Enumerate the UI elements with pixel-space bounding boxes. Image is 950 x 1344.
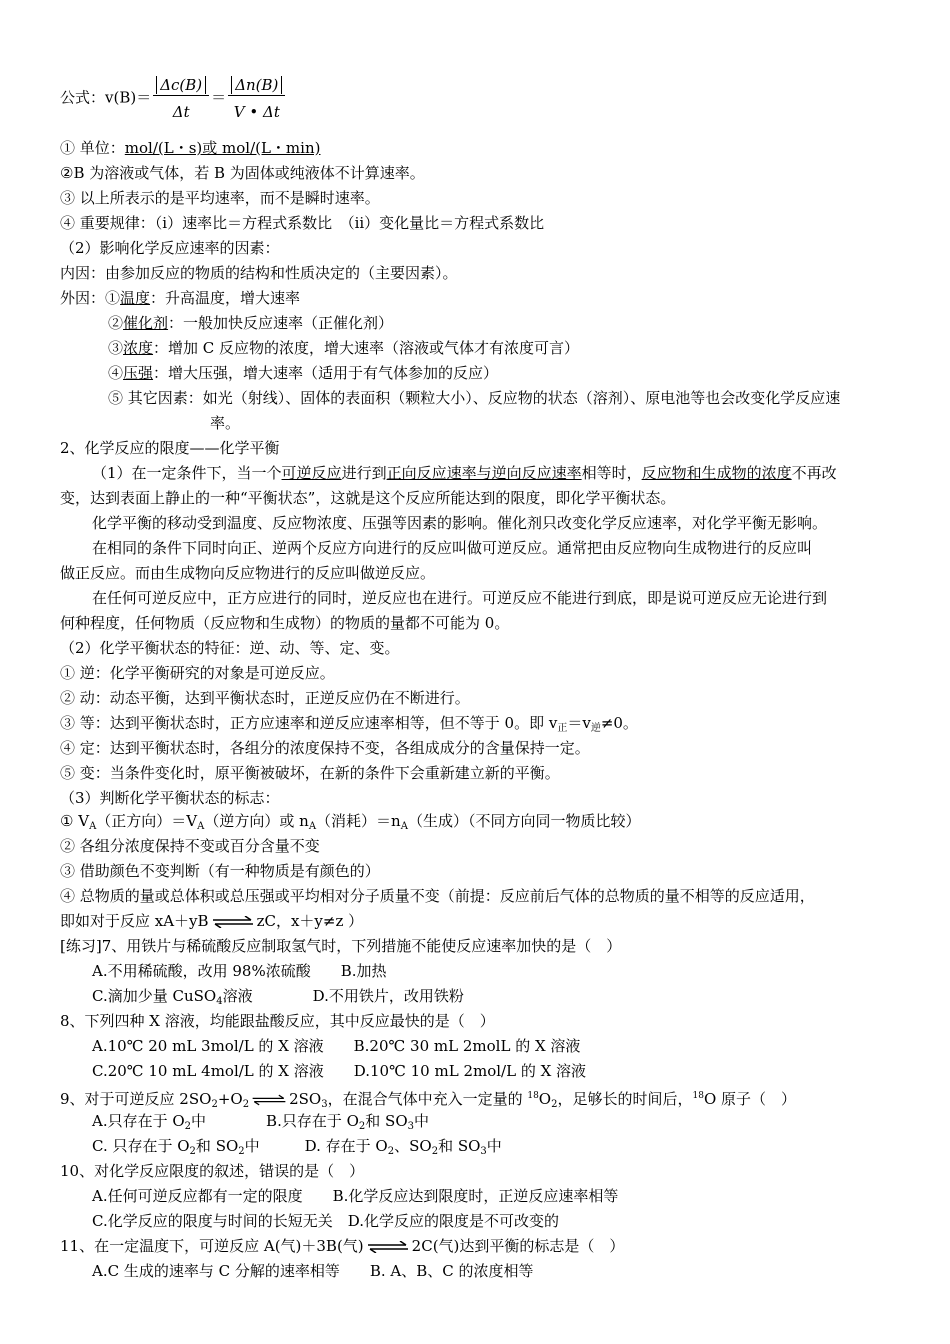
text: ① V xyxy=(60,812,90,830)
frac1-denominator: Δt xyxy=(172,103,190,121)
question-7-options-cd xyxy=(92,986,464,1012)
text: O xyxy=(538,1090,552,1108)
question-10: 10、对化学反应限度的叙述，错误的是（ ） xyxy=(60,1162,365,1180)
text: C.滴加少量 CuSO xyxy=(92,987,217,1005)
frac2-numerator: Δn(B) xyxy=(231,76,282,94)
text: （正方向）＝V xyxy=(96,812,198,830)
subscript: A xyxy=(197,821,205,832)
text: ：增大压强，增大速率（适用于有气体参加的反应） xyxy=(153,364,499,382)
text: 相等时， xyxy=(581,464,642,482)
subscript: 4 xyxy=(216,996,223,1007)
feature-equal xyxy=(60,713,638,739)
text: ，足够长的时间后， xyxy=(557,1090,693,1108)
question-10-options-cd: C.化学反应的限度与时间的长短无关 D.化学反应的限度是不可改变的 xyxy=(92,1212,559,1230)
heading-factors: （2）影响化学反应速率的因素： xyxy=(60,239,280,257)
underlined-term: 压强 xyxy=(123,364,154,382)
feature-reverse: ① 逆：化学平衡研究的对象是可逆反应。 xyxy=(60,664,335,682)
line-note-2: ②B 为溶液或气体，若 B 为固体或纯液体不计算速率。 xyxy=(60,164,425,182)
question-8: 8、下列四种 X 溶液，均能跟盐酸反应，其中反应最快的是（ ） xyxy=(60,1012,495,1030)
underlined-term: 正向反应速率与逆向反应速率 xyxy=(386,464,582,482)
para-reversible-def: 在相同的条件下同时向正、逆两个反应方向进行的反应叫做可逆反应。通常把由反应物向生成物进行的反应叫 xyxy=(92,539,813,557)
para-reversible-note-cont: 何种程度，任何物质（反应物和生成物）的物质的量都不可能为 0。 xyxy=(60,614,510,632)
fraction-concentration xyxy=(153,75,209,122)
subscript: 2 xyxy=(238,1146,245,1157)
heading-signs: （3）判断化学平衡状态的标志： xyxy=(60,789,280,807)
text: O 原子（ ） xyxy=(703,1090,797,1108)
text: zC，x＋y≠z ） xyxy=(256,912,364,930)
text: ：一般加快反应速率（正催化剂） xyxy=(168,314,394,332)
line-external-temperature xyxy=(60,288,300,308)
subscript: 2 xyxy=(211,1099,218,1110)
unit-label: ① 单位： xyxy=(60,139,125,157)
question-9-options-cd xyxy=(92,1136,502,1162)
line-other-factors: ⑤ 其它因素：如光（射线）、固体的表面积（颗粒大小）、反应物的状态（溶剂）、原电池等也会改变化学反应速 xyxy=(108,389,841,407)
frac2-denominator: V • Δt xyxy=(233,103,280,121)
text: ③ 等：达到平衡状态时，正方应速率和逆反应速率相等，但不等于 0。即 v xyxy=(60,714,558,732)
line-note-3: ③ 以上所表示的是平均速率，而不是瞬时速率。 xyxy=(60,189,380,207)
text: 2C(气)达到平衡的标志是（ ） xyxy=(411,1237,625,1255)
text: （逆方向）或 n xyxy=(204,812,309,830)
feature-dynamic: ② 动：动态平衡，达到平衡状态时，正逆反应仍在不断进行。 xyxy=(60,689,470,707)
text: A.只存在于 O xyxy=(92,1112,185,1130)
text: （1）在一定条件下，当一个 xyxy=(92,464,282,482)
subscript: A xyxy=(308,821,317,832)
equilibrium-arrow-icon xyxy=(251,1094,287,1106)
sign-rate-equal xyxy=(60,811,640,837)
question-8-options-cd: C.20℃ 10 mL 4mol/L 的 X 溶液 D.10℃ 10 mL 2mol/L 的 X 溶液 xyxy=(92,1062,587,1080)
feature-fixed: ④ 定：达到平衡状态时，各组分的浓度保持不变，各组成成分的含量保持一定。 xyxy=(60,739,590,757)
text: C. 只存在于 O xyxy=(92,1137,190,1155)
subscript: 逆 xyxy=(590,723,601,734)
question-9-options-ab xyxy=(92,1111,429,1137)
text: ③ xyxy=(108,339,124,357)
sign-total-amount: ④ 总物质的量或总体积或总压强或平均相对分子质量不变（前提：反应前后气体的总物质的量不相等的反应适用， xyxy=(60,887,815,905)
para-equilibrium-def xyxy=(92,463,837,483)
line-catalyst xyxy=(108,313,393,333)
question-7: [练习]7、用铁片与稀硫酸反应制取氢气时，下列措施不能使反应速率加快的是（ ） xyxy=(60,937,622,955)
subscript: 3 xyxy=(321,1099,328,1110)
line-internal-factor: 内因：由参加反应的物质的结构和性质决定的（主要因素）。 xyxy=(60,264,458,282)
text: 中 xyxy=(486,1137,502,1155)
line-note-4: ④ 重要规律：（i）速率比＝方程式系数比 （ii）变化量比＝方程式系数比 xyxy=(60,214,545,232)
unit-value: mol/(L・s)或 mol/(L・min) xyxy=(124,139,321,157)
text: +O xyxy=(217,1090,243,1108)
formula-label: 公式：v(B)＝ xyxy=(60,88,152,107)
subscript: 2 xyxy=(242,1099,250,1110)
heading-equilibrium: 2、化学反应的限度——化学平衡 xyxy=(60,439,280,457)
equilibrium-arrow-icon xyxy=(366,1241,410,1253)
para-reversible-def-cont: 做正反应。而由生成物向反应物进行的反应叫做逆反应。 xyxy=(60,564,436,582)
text: 中 B.只存在于 O xyxy=(191,1112,359,1130)
question-11 xyxy=(60,1236,624,1256)
text: ：增加 C 反应物的浓度，增大速率（溶液或气体才有浓度可言） xyxy=(153,339,580,357)
question-11-options-ab: A.C 生成的速率与 C 分解的速率相等 B. A、B、C 的浓度相等 xyxy=(92,1262,534,1280)
subscript: 2 xyxy=(431,1146,439,1157)
text: ：升高温度，增大速率 xyxy=(150,289,301,307)
underlined-term: 浓度 xyxy=(123,339,154,357)
line-other-factors-cont: 率。 xyxy=(210,414,241,432)
question-7-options-ab: A.不用稀硫酸，改用 98%浓硫酸 B.加热 xyxy=(92,962,387,980)
rate-formula xyxy=(60,75,287,122)
subscript: 2 xyxy=(184,1121,192,1132)
subscript: A xyxy=(400,821,408,832)
text: 不再改 xyxy=(791,464,837,482)
text: 即如对于反应 xA＋yB xyxy=(60,912,209,930)
subscript: A xyxy=(89,821,97,832)
text: 进行到 xyxy=(341,464,387,482)
question-10-options-ab: A.任何可逆反应都有一定的限度 B.化学反应达到限度时，正逆反应速率相等 xyxy=(92,1187,619,1205)
frac1-numerator: Δc(B) xyxy=(156,76,206,94)
line-concentration xyxy=(108,338,579,358)
heading-features: （2）化学平衡状态的特征：逆、动、等、定、变。 xyxy=(60,639,400,657)
text: 9、对于可逆反应 2SO xyxy=(60,1090,212,1108)
sign-color: ③ 借助颜色不变判断（有一种物质是有颜色的） xyxy=(60,862,380,880)
underlined-term: 温度 xyxy=(120,289,151,307)
subscript: 2 xyxy=(551,1099,558,1110)
para-equilibrium-def-cont: 变，达到表面上静止的一种“平衡状态”，这就是这个反应所能达到的限度，即化学平衡状态。 xyxy=(60,489,676,507)
subscript: 3 xyxy=(407,1121,414,1132)
line-pressure xyxy=(108,363,498,383)
sign-total-amount-cont xyxy=(60,911,363,931)
subscript: 2 xyxy=(189,1146,196,1157)
subscript: 3 xyxy=(480,1146,487,1157)
text: ，在混合气体中充入一定量的 xyxy=(327,1090,528,1108)
text: ≠0。 xyxy=(600,714,638,732)
para-equilibrium-shift: 化学平衡的移动受到温度、反应物浓度、压强等因素的影响。催化剂只改变化学反应速率，对化学平衡无影响。 xyxy=(92,514,828,532)
text: （生成）（不同方向同一物质比较） xyxy=(407,812,641,830)
text: 溶液 D.不用铁片，改用铁粉 xyxy=(222,987,464,1005)
underlined-term: 催化剂 xyxy=(123,314,169,332)
superscript: 18 xyxy=(692,1091,704,1101)
text: 中 D. 存在于 O xyxy=(244,1137,388,1155)
underlined-term: 可逆反应 xyxy=(281,464,342,482)
underlined-term: 反应物和生成物的浓度 xyxy=(641,464,792,482)
formula-equals: ＝ xyxy=(211,88,227,107)
subscript: 正 xyxy=(557,723,568,734)
text: ② xyxy=(108,314,124,332)
equilibrium-arrow-icon xyxy=(211,916,255,928)
para-reversible-note: 在任何可逆反应中，正方应进行的同时，逆反应也在进行。可逆反应不能进行到底，即是说可逆反应无论进行到 xyxy=(92,589,828,607)
text: 和 SO xyxy=(438,1137,481,1155)
text: 中 xyxy=(414,1112,430,1130)
subscript: 2 xyxy=(387,1146,395,1157)
feature-change: ⑤ 变：当条件变化时，原平衡被破坏，在新的条件下会重新建立新的平衡。 xyxy=(60,764,560,782)
text: 和 SO xyxy=(195,1137,239,1155)
text: （消耗）＝n xyxy=(316,812,401,830)
question-8-options-ab: A.10℃ 20 mL 3mol/L 的 X 溶液 B.20℃ 30 mL 2molL 的 X 溶液 xyxy=(92,1037,581,1055)
text: ＝v xyxy=(567,714,591,732)
sign-concentration: ② 各组分浓度保持不变或百分含量不变 xyxy=(60,837,320,855)
text: 11、在一定温度下，可逆反应 A(气)＋3B(气) xyxy=(60,1237,364,1255)
text: 外因：① xyxy=(60,289,121,307)
subscript: 2 xyxy=(358,1121,366,1132)
line-unit xyxy=(60,138,320,158)
text: 和 SO xyxy=(365,1112,408,1130)
text: 2SO xyxy=(289,1090,322,1108)
text: ④ xyxy=(108,364,124,382)
superscript: 18 xyxy=(527,1091,539,1101)
text: 、SO xyxy=(394,1137,432,1155)
fraction-amount xyxy=(228,75,285,122)
